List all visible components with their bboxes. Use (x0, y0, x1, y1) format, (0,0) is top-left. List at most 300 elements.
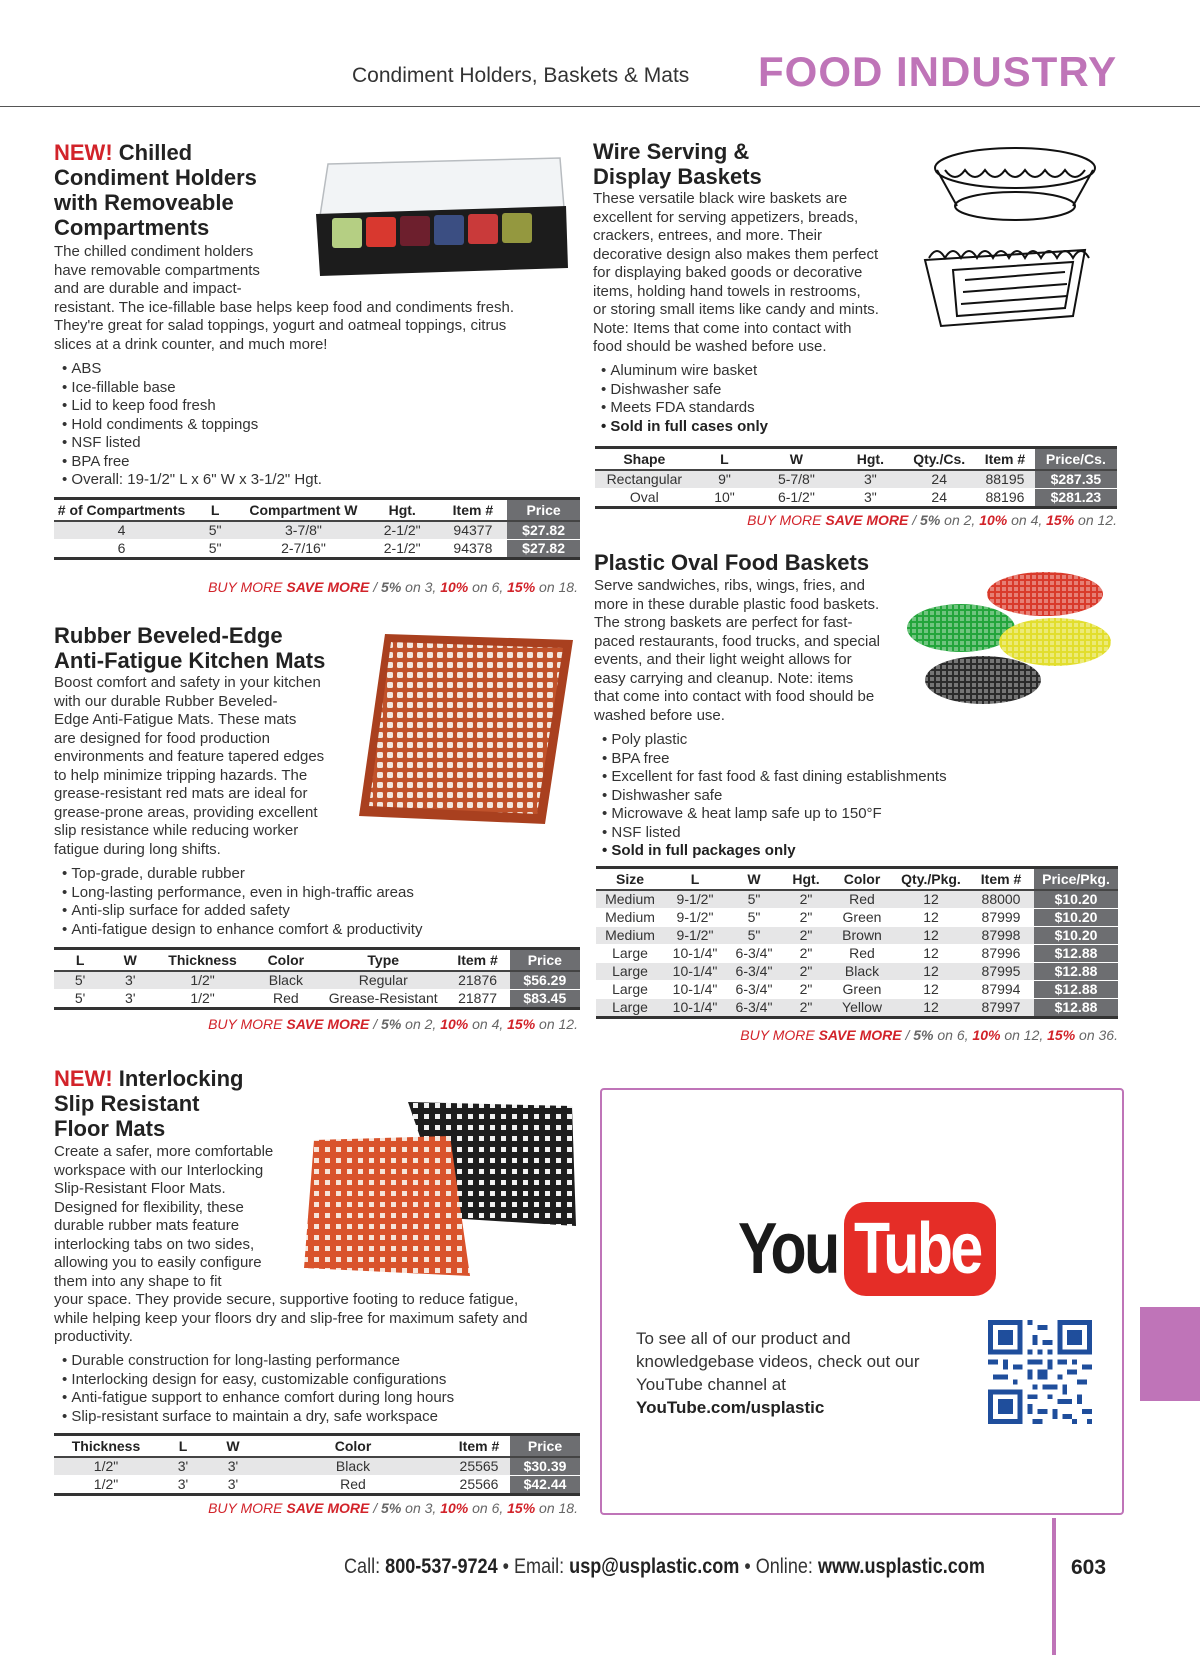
table-row (54, 1457, 580, 1476)
table-row (54, 1476, 580, 1495)
desc-line: slip resistance while reducing worker (54, 822, 299, 839)
table-row (596, 963, 1118, 981)
table-row (596, 890, 1118, 909)
feature-item: • Anti-fatigue support to enhance comfort during long hours (62, 1389, 454, 1408)
bm-tier: 5% (381, 1500, 402, 1516)
bm-sep: / (901, 1027, 914, 1043)
desc-line: grease-prone areas, providing excellent (54, 803, 318, 821)
cell: Black (830, 963, 894, 981)
cell: 2" (782, 945, 830, 963)
cell: 10-1/4" (664, 999, 726, 1018)
qr-code-icon[interactable] (988, 1320, 1092, 1424)
desc-line: Create a safer, more comfortable (54, 1143, 274, 1160)
youtube-logo-tube-bg (844, 1202, 996, 1296)
title-line: Floor Mats (54, 1116, 166, 1141)
cell: 2-1/2" (366, 521, 439, 540)
col-header: Price (510, 949, 580, 972)
youtube-logo-you: You (738, 1209, 838, 1289)
cell: Red (251, 990, 321, 1009)
cell: 2-1/2" (366, 540, 439, 559)
desc-line: washed before use. (594, 706, 725, 724)
price-cell: $83.45 (510, 990, 580, 1009)
cell: 12 (894, 927, 968, 945)
bm-tier: 15% (507, 1016, 536, 1032)
col-header: Thickness (54, 1435, 158, 1458)
cell: 87994 (968, 981, 1034, 999)
desc-line: workspace with our Interlocking (54, 1161, 264, 1179)
website-link[interactable]: www.usplastic.com (817, 1555, 985, 1578)
bm-tier: 10% (440, 1500, 469, 1516)
condiment-price-table (54, 497, 580, 560)
footer-contact (344, 1555, 985, 1579)
feature-item: • Microwave & heat lamp safe up to 150°F (602, 805, 947, 824)
col-header: L (664, 868, 726, 891)
cell: 88000 (968, 890, 1034, 909)
cell: 21877 (445, 990, 509, 1009)
cell: 3' (208, 1476, 258, 1495)
cell: Brown (830, 927, 894, 945)
desc-line: They're great for salad toppings, yogurt and oatmeal toppings, citrus (54, 317, 507, 334)
desc-line: with our durable Rubber Beveled- (54, 692, 278, 710)
bm-tier: 5% (913, 1027, 934, 1043)
bm-tier: 5% (381, 579, 402, 595)
desc-line: decorative design also makes them perfect (593, 245, 879, 263)
plastic-baskets-image (905, 568, 1115, 710)
bm-lead: BUY MORE (208, 1500, 287, 1516)
col-header: Item # (968, 868, 1034, 891)
bm-save: SAVE MORE (818, 1027, 902, 1043)
bm-sep: / (369, 1500, 382, 1516)
rubber-mats-title (54, 623, 325, 673)
buy-more-banner (54, 1016, 578, 1032)
bm-tier: 15% (507, 579, 536, 595)
cell: 3' (158, 1476, 208, 1495)
header-rule (0, 106, 1200, 107)
bm-save: SAVE MORE (286, 1016, 370, 1032)
table-row (54, 521, 580, 540)
cell: 87997 (968, 999, 1034, 1018)
desc-line: events, and their light weight allows for (594, 651, 852, 668)
cell: 4 (54, 521, 189, 540)
desc-line: grease-resistant red mats are ideal for (54, 785, 308, 802)
cell: Rectangular (595, 470, 694, 489)
price-cell: $10.20 (1034, 909, 1118, 927)
condiment-features (62, 360, 322, 490)
cell: 2" (782, 981, 830, 999)
bm-qty: on 6, (468, 579, 508, 595)
cell: 12 (894, 890, 968, 909)
table-row (54, 540, 580, 559)
cell: 2" (782, 963, 830, 981)
cell: 3" (837, 470, 903, 489)
new-badge: NEW! (54, 140, 113, 165)
promo-line: To see all of our product and (636, 1329, 851, 1348)
feature-item: • Aluminum wire basket (601, 362, 768, 381)
bm-tier: 15% (1047, 1027, 1076, 1043)
cell: Grease-Resistant (321, 990, 445, 1009)
bm-sep: / (369, 579, 382, 595)
col-header: Size (596, 868, 664, 891)
condiment-description (54, 243, 574, 354)
col-header: Qty./Pkg. (894, 868, 968, 891)
cell: 12 (894, 981, 968, 999)
desc-line: Boost comfort and safety in your kitchen (54, 674, 321, 691)
col-header: Color (830, 868, 894, 891)
cell: Black (258, 1457, 448, 1476)
bm-lead: BUY MORE (208, 1016, 287, 1032)
cell: Yellow (830, 999, 894, 1018)
cell: Red (830, 890, 894, 909)
cell: 6-3/4" (726, 945, 782, 963)
cell: 5-7/8" (755, 470, 837, 489)
cell: Red (258, 1476, 448, 1495)
page-number: 603 (1071, 1556, 1107, 1579)
cell: 12 (894, 963, 968, 981)
cell: 6-1/2" (755, 489, 837, 508)
feature-item: • Anti-fatigue design to enhance comfort & productivity (62, 921, 422, 940)
title-line: Display Baskets (593, 164, 762, 189)
price-cell: $27.82 (507, 521, 580, 540)
col-header: Hgt. (366, 499, 439, 522)
desc-line: are designed for food production (54, 729, 270, 747)
title-line: Slip Resistant (54, 1091, 200, 1116)
desc-line: paced restaurants, food trucks, and special (594, 632, 880, 650)
desc-line: Edge Anti-Fatigue Mats. These mats (54, 711, 297, 728)
desc-line: fatigue during long shifts. (54, 840, 221, 858)
cell: Medium (596, 909, 664, 927)
bm-tier: 10% (440, 1016, 469, 1032)
cell: 3" (837, 489, 903, 508)
cell: Green (830, 981, 894, 999)
desc-line: allowing you to easily configure (54, 1254, 262, 1271)
price-cell: $27.82 (507, 540, 580, 559)
condiment-title (54, 140, 304, 240)
col-header: Item # (445, 949, 509, 972)
bm-tier: 15% (507, 1500, 536, 1516)
section-tab (1140, 1307, 1200, 1401)
cell: 10-1/4" (664, 981, 726, 999)
rubber-mats-price-table (54, 947, 580, 1010)
bm-qty: on 6, (468, 1500, 508, 1516)
col-header: Compartment W (241, 499, 366, 522)
cell: 25566 (448, 1476, 510, 1495)
table-row (595, 489, 1117, 508)
desc-line: easy carrying and cleanup. Note: items (594, 669, 854, 687)
bm-save: SAVE MORE (286, 579, 370, 595)
feature-item: • Hold condiments & toppings (62, 416, 322, 435)
table-row (54, 971, 580, 990)
cell: 88195 (975, 470, 1035, 489)
cell: 24 (903, 470, 975, 489)
cell: Green (830, 909, 894, 927)
col-header: Item # (975, 448, 1035, 471)
cell: Large (596, 963, 664, 981)
cell: 10-1/4" (664, 945, 726, 963)
title-line: Wire Serving & (593, 139, 750, 164)
cell: Large (596, 981, 664, 999)
price-cell: $12.88 (1034, 999, 1118, 1018)
feature-item: • Excellent for fast food & fast dining establishments (602, 768, 947, 787)
cell: 5" (726, 909, 782, 927)
desc-line: Note: Items that come into contact with (593, 319, 852, 337)
col-header: Color (258, 1435, 448, 1458)
col-header: Hgt. (837, 448, 903, 471)
buy-more-banner (54, 579, 578, 595)
cell: 87998 (968, 927, 1034, 945)
bm-sep: / (908, 512, 921, 528)
rubber-mats-features (62, 865, 422, 939)
bm-save: SAVE MORE (286, 1500, 370, 1516)
cell: Medium (596, 890, 664, 909)
bm-tier: 10% (979, 512, 1008, 528)
cell: 21876 (445, 971, 509, 990)
phone-number[interactable]: 800-537-9724 (385, 1555, 498, 1578)
col-header: Item # (448, 1435, 510, 1458)
cell: Regular (321, 971, 445, 990)
wire-baskets-image (905, 140, 1105, 340)
bm-tier: 5% (381, 1016, 402, 1032)
price-cell: $287.35 (1035, 470, 1117, 489)
table-row (595, 470, 1117, 489)
cell: 10-1/4" (664, 963, 726, 981)
desc-line: The strong baskets are perfect for fast- (594, 614, 853, 631)
col-header: Thickness (154, 949, 250, 972)
feature-item: • BPA free (62, 453, 322, 472)
cell: Large (596, 945, 664, 963)
col-header: Color (251, 949, 321, 972)
bm-qty: on 18. (535, 579, 578, 595)
bm-lead: BUY MORE (740, 1027, 819, 1043)
price-cell: $281.23 (1035, 489, 1117, 508)
footer-label: • Email: (497, 1555, 570, 1578)
col-header: L (158, 1435, 208, 1458)
cell: 12 (894, 945, 968, 963)
title-text: Interlocking (118, 1066, 244, 1091)
desc-line: food should be washed before use. (593, 338, 827, 355)
cell: 2" (782, 909, 830, 927)
cell: Oval (595, 489, 694, 508)
desc-line: while helping keep your floors dry and slip-free for maximum safety and (54, 1309, 528, 1327)
bm-qty: on 4, (468, 1016, 508, 1032)
promo-line: knowledgebase videos, check out our (636, 1352, 920, 1371)
price-cell: $10.20 (1034, 927, 1118, 945)
bm-qty: on 6, (933, 1027, 973, 1043)
cell: 3' (158, 1457, 208, 1476)
col-header: W (755, 448, 837, 471)
email-link[interactable]: usp@usplastic.com (569, 1555, 740, 1578)
cell: 5' (54, 971, 106, 990)
bm-lead: BUY MORE (208, 579, 287, 595)
desc-line: and are durable and impact- (54, 280, 242, 297)
youtube-logo-tube: Tube (854, 1209, 981, 1289)
table-row (54, 990, 580, 1009)
youtube-logo[interactable] (738, 1202, 998, 1296)
wire-baskets-description (593, 190, 913, 357)
cell: 6-3/4" (726, 999, 782, 1018)
cell: 6-3/4" (726, 981, 782, 999)
bm-tier: 10% (440, 579, 469, 595)
cell: 1/2" (154, 990, 250, 1009)
cell: Large (596, 999, 664, 1018)
col-header: L (54, 949, 106, 972)
plastic-baskets-features (602, 731, 947, 861)
cell: Black (251, 971, 321, 990)
feature-item: • Overall: 19-1/2" L x 6" W x 3-1/2" Hgt. (62, 471, 322, 490)
cell: 9-1/2" (664, 927, 726, 945)
floor-mats-description (54, 1143, 594, 1347)
desc-line: crackers, entrees, and more. Their (593, 227, 822, 244)
cell: 9-1/2" (664, 909, 726, 927)
plastic-baskets-title: Plastic Oval Food Baskets (594, 550, 870, 575)
cell: Red (830, 945, 894, 963)
desc-line: more in these durable plastic food baskets. (594, 595, 880, 613)
buy-more-banner (54, 1500, 578, 1516)
feature-item: • Ice-fillable base (62, 379, 322, 398)
desc-line: resistant. The ice-fillable base helps keep food and condiments fresh. (54, 298, 514, 316)
col-header: Type (321, 949, 445, 972)
desc-line: items, holding hand towels in restrooms, (593, 282, 861, 300)
col-header: Qty./Cs. (903, 448, 975, 471)
feature-item: • Interlocking design for easy, customizable configurations (62, 1371, 454, 1390)
desc-line: them into any shape to fit (54, 1272, 222, 1290)
desc-line: These versatile black wire baskets are (593, 190, 848, 207)
cell: 1/2" (54, 1457, 158, 1476)
desc-line: excellent for serving appetizers, breads, (593, 208, 859, 226)
cell: 9-1/2" (664, 890, 726, 909)
cell: 1/2" (54, 1476, 158, 1495)
col-header: Hgt. (782, 868, 830, 891)
col-header: Price/Cs. (1035, 448, 1117, 471)
bm-tier: 15% (1046, 512, 1075, 528)
col-header: Price (510, 1435, 580, 1458)
section-title: FOOD INDUSTRY (758, 48, 1118, 95)
bm-tier: 5% (920, 512, 941, 528)
plastic-baskets-description (594, 577, 914, 725)
feature-item: • Meets FDA standards (601, 399, 768, 418)
col-header: Item # (439, 499, 508, 522)
feature-item: • Poly plastic (602, 731, 947, 750)
table-row (596, 927, 1118, 945)
cell: 10" (694, 489, 756, 508)
bm-qty: on 36. (1075, 1027, 1118, 1043)
buy-more-banner (596, 1027, 1118, 1043)
youtube-promo-box (600, 1088, 1124, 1515)
cell: 3' (106, 971, 154, 990)
youtube-channel-link[interactable]: YouTube.com/usplastic (636, 1398, 825, 1417)
desc-line: durable rubber mats feature (54, 1217, 240, 1234)
cell: 24 (903, 489, 975, 508)
table-row (596, 981, 1118, 999)
col-header: # of Compartments (54, 499, 189, 522)
wire-baskets-title (593, 139, 762, 189)
desc-line: your space. They provide secure, supportive footing to reduce fatigue, (54, 1291, 519, 1308)
cell: 25565 (448, 1457, 510, 1476)
title-line: Compartments (54, 215, 210, 240)
feature-item: • Sold in full cases only (601, 418, 768, 437)
table-row (596, 909, 1118, 927)
desc-line: interlocking tabs on two sides, (54, 1235, 255, 1253)
col-header: Shape (595, 448, 694, 471)
col-header: Price/Pkg. (1034, 868, 1118, 891)
price-cell: $12.88 (1034, 981, 1118, 999)
price-cell: $12.88 (1034, 963, 1118, 981)
cell: 9" (694, 470, 756, 489)
cell: 5" (189, 540, 241, 559)
floor-mats-features (62, 1352, 454, 1426)
rubber-mat-image (355, 630, 575, 826)
col-header: L (694, 448, 756, 471)
title-line: Condiment Holders (54, 165, 257, 190)
footer-label: Call: (344, 1555, 386, 1578)
cell: 1/2" (154, 971, 250, 990)
col-header: W (208, 1435, 258, 1458)
bm-qty: on 2, (401, 1016, 441, 1032)
col-header: Price (507, 499, 580, 522)
col-header: W (106, 949, 154, 972)
cell: 94377 (439, 521, 508, 540)
title-line: Anti-Fatigue Kitchen Mats (54, 648, 326, 673)
bm-save: SAVE MORE (825, 512, 909, 528)
cell: Medium (596, 927, 664, 945)
cell: 12 (894, 909, 968, 927)
cell: 3' (106, 990, 154, 1009)
rubber-mats-description (54, 674, 374, 859)
bm-qty: on 3, (401, 1500, 441, 1516)
cell: 2" (782, 999, 830, 1018)
price-cell: $12.88 (1034, 945, 1118, 963)
bm-qty: on 12. (1074, 512, 1117, 528)
cell: 88196 (975, 489, 1035, 508)
price-cell: $56.29 (510, 971, 580, 990)
price-cell: $10.20 (1034, 890, 1118, 909)
bm-qty: on 12. (535, 1016, 578, 1032)
buy-more-banner (595, 512, 1117, 528)
cell: 12 (894, 999, 968, 1018)
desc-line: Designed for flexibility, these (54, 1198, 244, 1216)
cell: 6-3/4" (726, 963, 782, 981)
feature-item: • Top-grade, durable rubber (62, 865, 422, 884)
bm-tier: 10% (972, 1027, 1001, 1043)
desc-line: to help minimize tripping hazards. The (54, 766, 308, 784)
desc-line: have removable compartments (54, 261, 260, 279)
bm-qty: on 2, (940, 512, 980, 528)
footer-label: • Online: (739, 1555, 818, 1578)
bm-lead: BUY MORE (747, 512, 826, 528)
wire-baskets-features (601, 362, 768, 436)
feature-item: • Sold in full packages only (602, 842, 947, 861)
cell: 2" (782, 927, 830, 945)
feature-item: • Long-lasting performance, even in high-traffic areas (62, 884, 422, 903)
wire-baskets-price-table (595, 446, 1117, 509)
desc-line: slices at a drink counter, and much more! (54, 335, 328, 353)
cell: 5" (189, 521, 241, 540)
cell: 87999 (968, 909, 1034, 927)
cell: 5" (726, 927, 782, 945)
price-cell: $42.44 (510, 1476, 580, 1495)
bm-qty: on 18. (535, 1500, 578, 1516)
desc-line: Slip-Resistant Floor Mats. (54, 1180, 226, 1197)
cell: 5" (726, 890, 782, 909)
cell: 87995 (968, 963, 1034, 981)
bm-qty: on 4, (1007, 512, 1047, 528)
section-subtitle: Condiment Holders, Baskets & Mats (352, 64, 690, 87)
feature-item: • Lid to keep food fresh (62, 397, 322, 416)
new-badge: NEW! (54, 1066, 113, 1091)
feature-item: • Dishwasher safe (601, 381, 768, 400)
promo-line: YouTube channel at (636, 1375, 786, 1394)
youtube-promo-text (636, 1327, 956, 1419)
feature-item: • Slip-resistant surface to maintain a dry, safe workspace (62, 1408, 454, 1427)
